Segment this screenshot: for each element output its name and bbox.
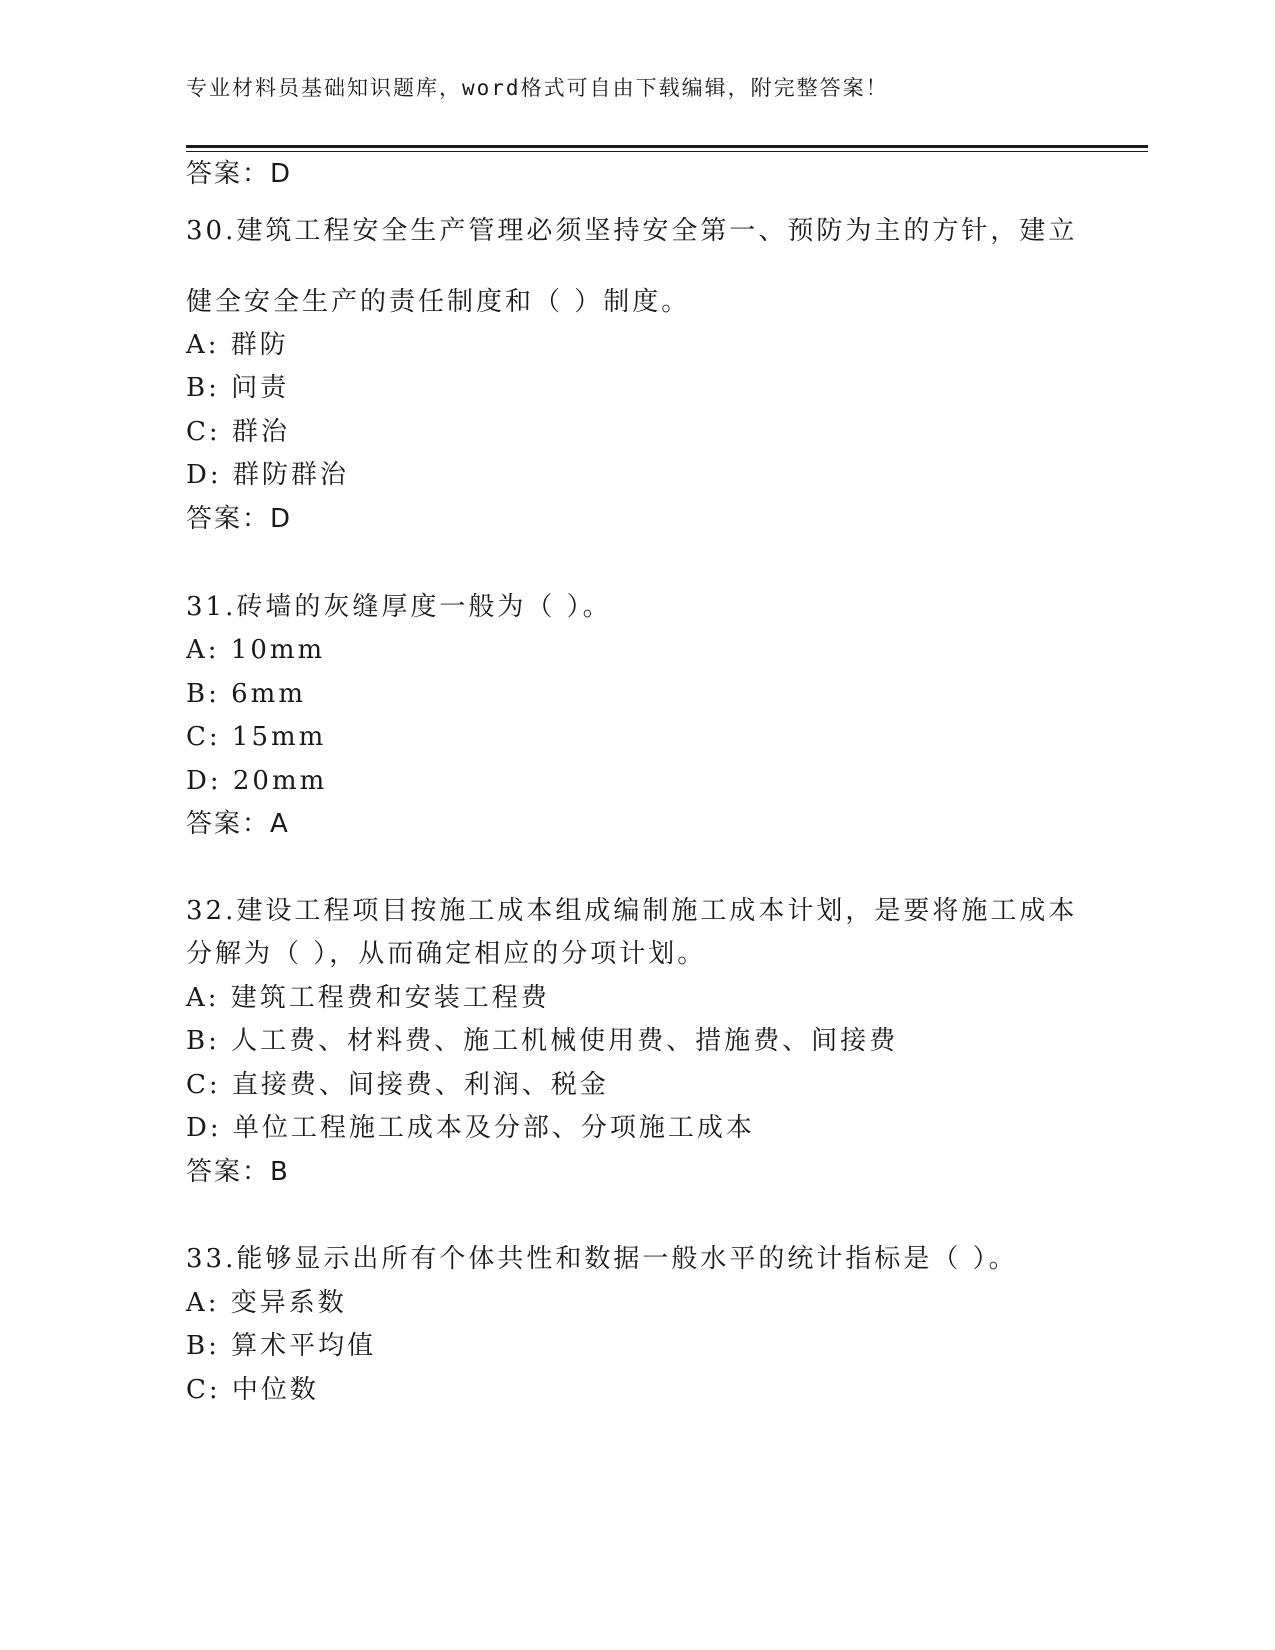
- header-divider: [186, 145, 1148, 148]
- question-32-stem-line-2: 分解为（ ），从而确定相应的分项计划。: [186, 939, 707, 969]
- question-32-stem-line-1: 32.建设工程项目按施工成本组成编制施工成本计划，是要将施工成本: [186, 896, 1078, 926]
- question-32-option-c: C: 直接费、间接费、利润、税金: [186, 1070, 609, 1100]
- question-32-answer: 答案：B: [186, 1157, 290, 1187]
- question-31-option-c: C: 15mm: [186, 722, 327, 752]
- question-30-answer: 答案：D: [186, 504, 293, 534]
- page-header: 专业材料员基础知识题库，word格式可自由下载编辑，附完整答案！: [186, 76, 889, 100]
- question-30-stem-line-2: 健全安全生产的责任制度和（ ）制度。: [186, 287, 691, 317]
- question-30-option-d: D: 群防群治: [186, 460, 349, 490]
- question-32-option-b: B: 人工费、材料费、施工机械使用费、措施费、间接费: [186, 1026, 899, 1056]
- question-30-option-c: C: 群治: [186, 417, 290, 447]
- question-30-stem-line-1: 30.建筑工程安全生产管理必须坚持安全第一、预防为主的方针，建立: [186, 216, 1078, 246]
- question-31-option-a: A: 10mm: [186, 635, 326, 665]
- question-30-option-a: A: 群防: [186, 330, 289, 360]
- header-divider-thin: [186, 151, 1148, 152]
- question-33-option-c: C: 中位数: [186, 1375, 319, 1405]
- question-33-stem-line-1: 33.能够显示出所有个体共性和数据一般水平的统计指标是（ ）。: [186, 1244, 1018, 1274]
- question-30-option-b: B: 问责: [186, 373, 290, 403]
- question-33-option-b: B: 算术平均值: [186, 1331, 377, 1361]
- question-31-option-b: B: 6mm: [186, 679, 306, 709]
- question-31-stem-line-1: 31.砖墙的灰缝厚度一般为（ ）。: [186, 592, 612, 622]
- question-33-option-a: A: 变异系数: [186, 1288, 347, 1318]
- question-32-option-a: A: 建筑工程费和安装工程费: [186, 983, 550, 1013]
- question-31-option-d: D: 20mm: [186, 766, 328, 796]
- question-32-option-d: D: 单位工程施工成本及分部、分项施工成本: [186, 1113, 755, 1143]
- question-31-answer: 答案：A: [186, 809, 290, 839]
- previous-answer: 答案：D: [186, 159, 293, 189]
